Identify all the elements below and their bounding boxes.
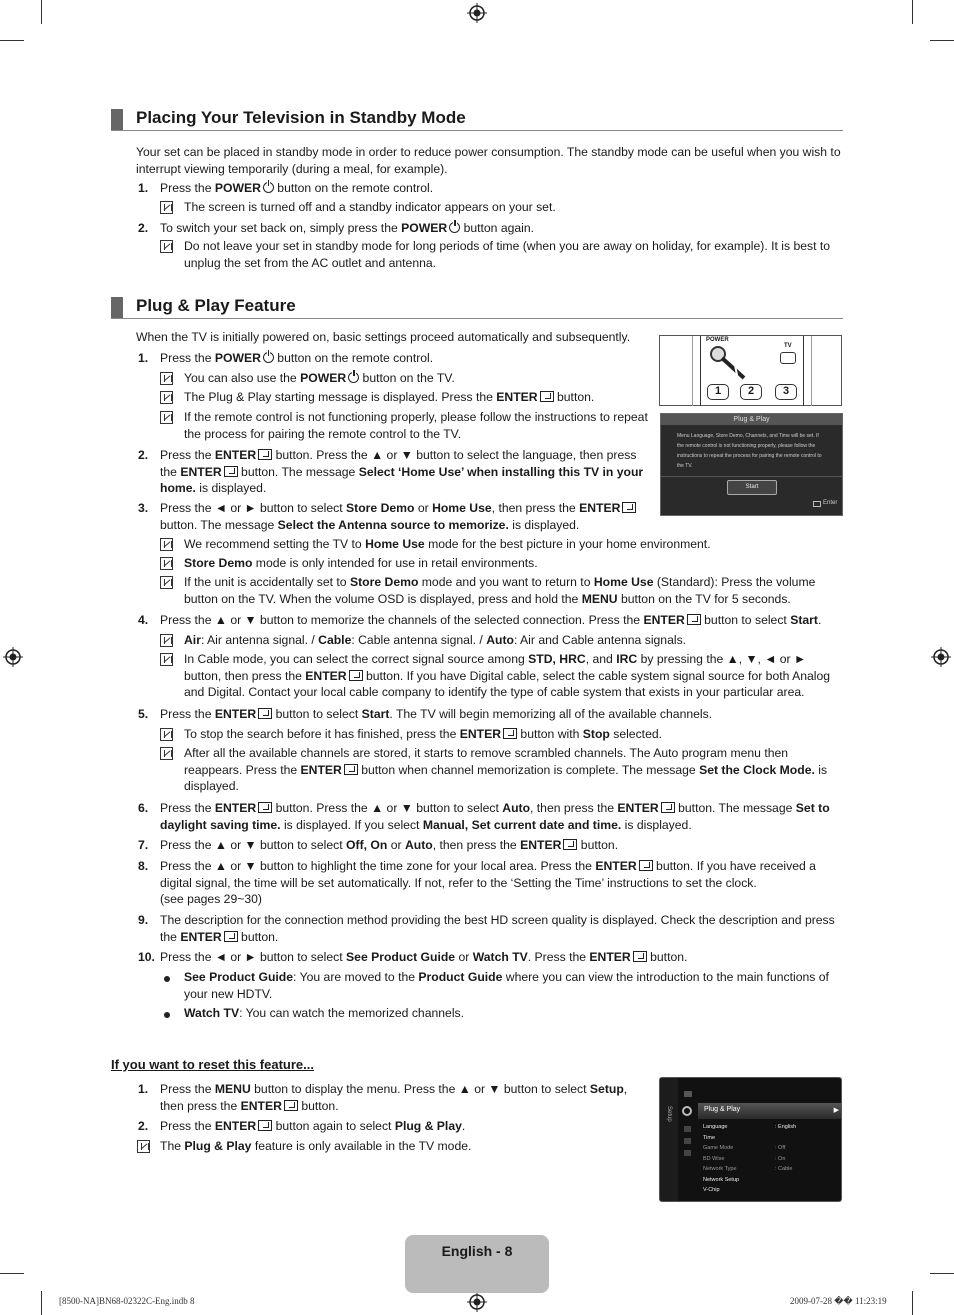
enter-icon — [633, 951, 647, 962]
crop-mark — [41, 0, 42, 24]
enter-icon — [224, 466, 238, 477]
note-icon — [160, 557, 173, 570]
note-text: You can also use the POWER button on the TV. — [184, 371, 455, 385]
menu-highlight-row — [698, 1103, 842, 1119]
right-arrow-icon: ▶ — [833, 1107, 839, 1114]
heading-bar — [111, 297, 123, 318]
enter-icon — [622, 502, 636, 513]
step-number: 4. — [138, 613, 149, 627]
tv-button-icon — [780, 352, 796, 364]
step-text: Press the MENU button to display the menu. Press the ▲ or ▼ button to select Setup, then press the ENTER button. — [160, 1082, 628, 1113]
menu-row — [703, 1187, 838, 1198]
note-icon — [160, 653, 173, 666]
note-icon — [160, 201, 173, 214]
note-text: In Cable mode, you can select the correct signal source among STD, HRC, and IRC by pressing the ▲, ▼, ◄ or ► button, then press the ENTER button. If you have Digital cable, select the cable system signal source for both Analog and Digital. Contact your local cable company to identify the type of cable system that exists in your particular area. — [184, 652, 831, 699]
step-text: Press the POWER button on the remote control. — [160, 351, 434, 365]
note-icon — [160, 634, 173, 647]
osd-enter-hint: Enter — [823, 500, 838, 506]
menu-row-value: : Off — [775, 1145, 786, 1151]
print-timestamp: 2009-07-28 �� 11:23:19 — [790, 1296, 887, 1306]
power-icon — [263, 182, 274, 193]
enter-icon — [349, 670, 363, 681]
menu-row — [703, 1177, 838, 1188]
menu-row-value: : Cable — [775, 1166, 793, 1172]
enter-icon — [563, 839, 577, 850]
paragraph: Your set can be placed in standby mode in order to reduce power consumption. The standby mode can be useful when you wish to interrupt viewing temporarily (during a meal, for example). — [136, 145, 841, 176]
bullet-text: Watch TV: You can watch the memorized channels. — [184, 1006, 465, 1020]
enter-icon — [344, 764, 358, 775]
crop-mark — [930, 1273, 954, 1274]
menu-side-label: Setup — [666, 1106, 672, 1122]
note-text: If the unit is accidentally set to Store Demo mode and you want to return to Home Use (Standard): Press the volume button on the TV. When the volume OSD is displayed, press and hold the MENU button on the TV for 5 seconds. — [184, 575, 816, 606]
note-text: If the remote control is not functioning properly, please follow the instructions to repeat the process for pairing the remote control to the TV. — [184, 410, 648, 441]
menu-row-label: Network Type — [703, 1166, 737, 1172]
menu-icon — [684, 1150, 691, 1156]
number-key: 2 — [740, 384, 762, 400]
remote-illustration — [659, 335, 842, 406]
registration-mark-icon — [931, 647, 951, 667]
power-label: POWER — [706, 337, 729, 343]
power-icon — [263, 352, 274, 363]
registration-mark-icon — [3, 647, 23, 667]
menu-row-value: : On — [775, 1155, 786, 1162]
step-number: 7. — [138, 838, 149, 852]
note-text: Air: Air antenna signal. / Cable: Cable antenna signal. / Auto: Air and Cable antenna signals. — [184, 633, 687, 647]
step-text: Press the POWER button on the remote control. — [160, 181, 434, 195]
crop-mark — [912, 1291, 913, 1315]
step-text: Press the ▲ or ▼ button to memorize the channels of the selected connection. Press the ENTER button to select Start. — [160, 613, 822, 627]
note-icon — [160, 747, 173, 760]
gear-icon — [682, 1106, 692, 1116]
step-number: 3. — [138, 501, 149, 515]
note-icon — [160, 240, 173, 253]
menu-row — [703, 1156, 838, 1167]
enter-icon — [813, 501, 821, 507]
step-number: 9. — [138, 913, 149, 927]
note-icon — [160, 411, 173, 424]
menu-row — [703, 1145, 838, 1156]
enter-icon — [639, 860, 653, 871]
crop-mark — [0, 40, 24, 41]
enter-icon — [258, 1120, 272, 1131]
menu-icon — [684, 1138, 691, 1144]
bullet-icon — [164, 1012, 170, 1018]
enter-icon — [224, 931, 238, 942]
menu-row-label: Language — [703, 1124, 728, 1130]
menu-row — [703, 1124, 838, 1135]
reset-subheading: If you want to reset this feature... — [111, 1057, 314, 1072]
power-icon — [348, 372, 359, 383]
enter-icon — [258, 802, 272, 813]
note-icon — [160, 538, 173, 551]
note-text: Do not leave your set in standby mode for long periods of time (when you are away on holiday, for example). It is best to unplug the set from the AC outlet and antenna. — [184, 239, 831, 270]
note-icon — [160, 728, 173, 741]
step-text: Press the ◄ or ► button to select See Product Guide or Watch TV. Press the ENTER button. — [160, 950, 688, 964]
bullet-text: See Product Guide: You are moved to the Product Guide where you can view the introduction to the main functions of your new HDTV. — [184, 970, 829, 1001]
enter-icon — [540, 391, 554, 402]
note-text: After all the available channels are stored, it starts to remove scrambled channels. The Auto program menu then reappears. Press the ENTER button when channel memorization is complete. The message Set the Clock Mode. is displayed. — [184, 746, 828, 793]
step-number: 1. — [138, 181, 149, 195]
enter-icon — [258, 708, 272, 719]
section-title: Plug & Play Feature — [136, 296, 296, 315]
step-text: Press the ◄ or ► button to select Store Demo or Home Use, then press the ENTER button. The message Select the Antenna source to memorize. is displayed. — [160, 500, 650, 533]
menu-row-label: Network Setup — [703, 1176, 740, 1183]
step-number: 6. — [138, 801, 149, 815]
step-text: Press the ENTER button again to select Plug & Play. — [160, 1119, 466, 1133]
registration-mark-icon — [467, 3, 487, 23]
osd-title: Plug & Play — [661, 414, 842, 425]
osd-message: Menu Language, Store Demo, Channels, and Time will be set. If the remote control is not functioning properly, please follow the instructions to repeat the process for pairing the remote control to the TV. — [677, 433, 822, 469]
step-text: To switch your set back on, simply press the POWER button again. — [160, 221, 535, 235]
step-number: 2. — [138, 448, 149, 462]
section-title: Placing Your Television in Standby Mode — [136, 108, 466, 127]
section-heading-standby — [111, 109, 843, 131]
heading-bar — [111, 109, 123, 130]
note-text: The Plug & Play starting message is displayed. Press the ENTER button. — [184, 390, 595, 404]
step-text: Press the ▲ or ▼ button to highlight the time zone for your local area. Press the ENTER button. If you have received a digital signal, the time will be set automatically. If not, refer to the ‘Setting the Time’ instructions to set the clock. (see pages 29~30) — [160, 859, 816, 906]
note-text: We recommend setting the TV to Home Use mode for the best picture in your home environment. — [184, 537, 711, 551]
section-heading-plug-play — [111, 297, 843, 319]
note-text: Store Demo mode is only intended for use in retail environments. — [184, 556, 538, 570]
menu-row-value: : English — [775, 1124, 797, 1130]
step-text: Press the ▲ or ▼ button to select Off, On or Auto, then press the ENTER button. — [160, 838, 619, 852]
note-icon — [137, 1140, 150, 1153]
enter-icon — [661, 802, 675, 813]
menu-row-label: Game Mode — [703, 1145, 734, 1151]
note-icon — [160, 391, 173, 404]
number-key: 3 — [775, 384, 797, 400]
note-text: The screen is turned off and a standby indicator appears on your set. — [184, 200, 556, 214]
menu-row — [703, 1135, 838, 1146]
note-icon — [160, 576, 173, 589]
note-text: To stop the search before it has finished, press the ENTER button with Stop selected. — [184, 727, 663, 741]
bullet-icon — [164, 976, 170, 982]
step-number: 1. — [138, 1082, 149, 1096]
menu-row — [703, 1166, 838, 1177]
menu-list — [703, 1124, 838, 1198]
osd-start-button: Start — [727, 480, 777, 495]
step-number: 8. — [138, 859, 149, 873]
power-icon — [449, 222, 460, 233]
registration-mark-icon — [467, 1292, 487, 1312]
setup-menu-screenshot — [659, 1077, 842, 1202]
page-number: English - 8 — [441, 1243, 513, 1259]
enter-icon — [284, 1100, 298, 1111]
crop-mark — [41, 1291, 42, 1315]
print-filename: [8500-NA]BN68-02322C-Eng.indb 8 — [59, 1296, 195, 1306]
step-number: 2. — [138, 221, 149, 235]
tv-label: TV — [784, 343, 792, 349]
paragraph: When the TV is initially powered on, basic settings proceed automatically and subsequently. — [136, 330, 631, 344]
menu-row-label: Time — [703, 1134, 716, 1141]
step-number: 2. — [138, 1119, 149, 1133]
step-number: 10. — [138, 950, 155, 964]
menu-icon — [684, 1126, 691, 1132]
step-number: 5. — [138, 707, 149, 721]
page-number-tab — [405, 1235, 549, 1293]
step-number: 1. — [138, 351, 149, 365]
crop-mark — [912, 0, 913, 24]
pointer-arrow-icon — [720, 356, 760, 384]
enter-icon — [258, 449, 272, 460]
plug-play-osd-screenshot — [660, 413, 843, 516]
note-icon — [160, 372, 173, 385]
enter-icon — [503, 728, 517, 739]
note-text: The Plug & Play feature is only available in the TV mode. — [160, 1139, 472, 1153]
menu-row-label: V-Chip — [703, 1187, 720, 1193]
picture-icon — [684, 1091, 692, 1097]
menu-row-label: BD Wise — [703, 1155, 725, 1162]
step-text: Press the ENTER button. Press the ▲ or ▼ button to select Auto, then press the ENTER button. The message Set to daylight saving time. is displayed. If you select Manual, Set current date and time. is displayed. — [160, 801, 830, 832]
enter-icon — [687, 614, 701, 625]
number-key: 1 — [707, 384, 729, 400]
step-text: The description for the connection method providing the best HD screen quality is displayed. Check the description and press the ENTER button. — [160, 913, 835, 944]
step-text: Press the ENTER button to select Start. The TV will begin memorizing all of the available channels. — [160, 707, 713, 721]
menu-selected-item: Plug & Play — [704, 1106, 741, 1113]
crop-mark — [0, 1273, 24, 1274]
step-text: Press the ENTER button. Press the ▲ or ▼ button to select the language, then press the ENTER button. The message Select ‘Home Use’ when installing this TV in your home. is displayed. — [160, 448, 644, 495]
crop-mark — [930, 40, 954, 41]
